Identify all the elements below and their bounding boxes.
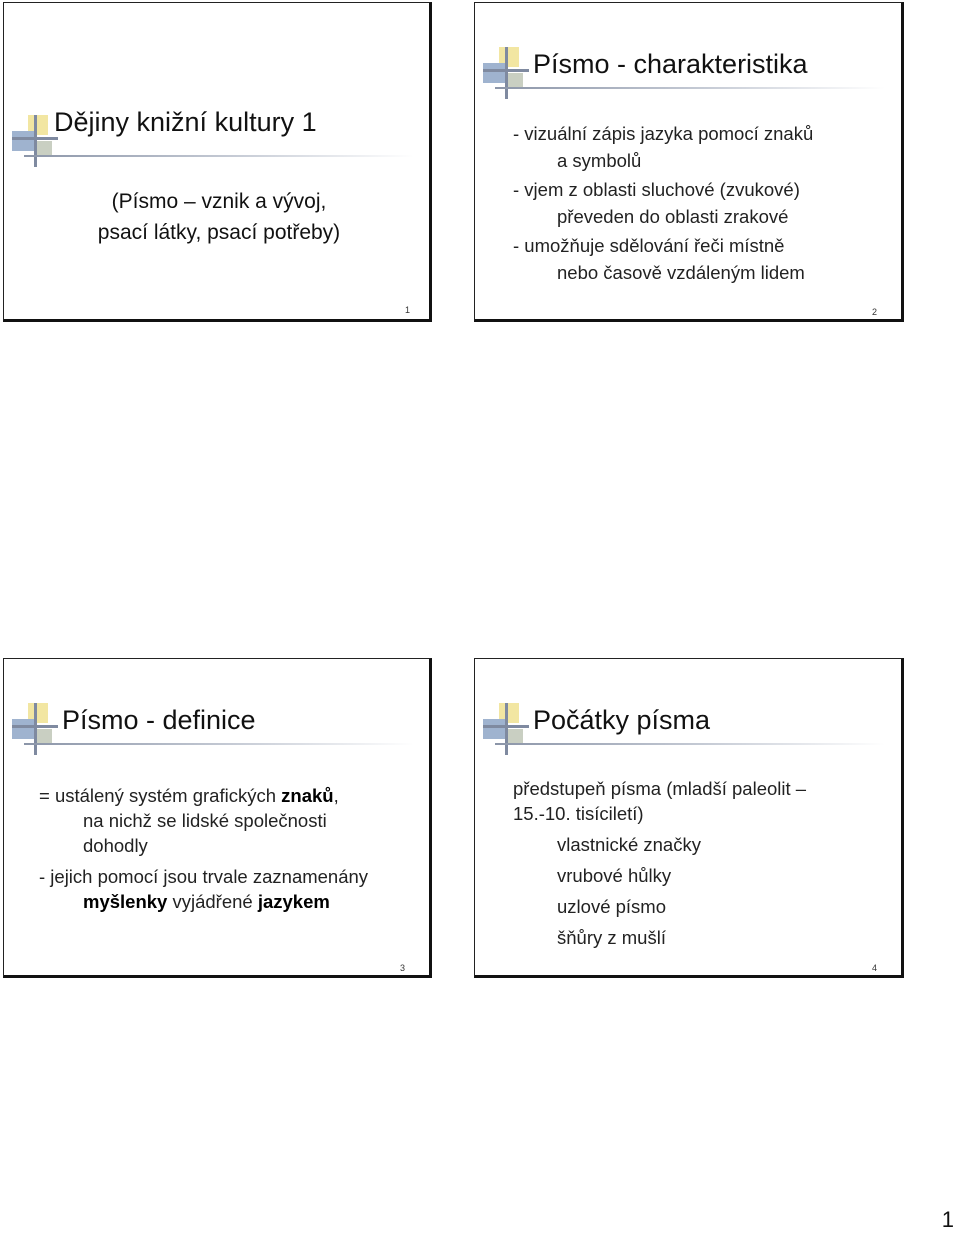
slide-title: Písmo - charakteristika: [533, 49, 808, 79]
slide-1: [3, 2, 432, 322]
cross-logo-icon: [12, 703, 58, 755]
text-line: 15.-10. tisíciletí): [513, 803, 644, 824]
slide-number: 3: [400, 963, 406, 973]
text-line: uzlové písmo: [557, 896, 666, 917]
subtitle-line: psací látky, psací potřeby): [97, 221, 341, 244]
slide-number: 1: [405, 305, 411, 315]
slide-3: [3, 658, 432, 978]
text-line: vrubové hůlky: [557, 865, 672, 886]
text-line: a symbolů: [557, 150, 642, 171]
text-line: dohodly: [83, 835, 148, 856]
text-line: - umožňuje sdělování řeči místně: [513, 235, 785, 256]
title-rule: [24, 155, 414, 157]
slide-subtitle: [24, 186, 414, 248]
text-line: převeden do oblasti zrakové: [557, 206, 789, 227]
cross-logo-icon: [12, 115, 58, 167]
text-line: myšlenky vyjádřené jazykem: [83, 891, 330, 912]
slide-title: Písmo - definice: [62, 705, 256, 735]
text-line: šňůry z mušlí: [557, 927, 666, 948]
text-line: - jejich pomocí jsou trvale zaznamenány: [39, 866, 369, 887]
text-line: - vizuální zápis jazyka pomocí znaků: [513, 123, 814, 144]
text-line: předstupeň písma (mladší paleolit –: [513, 778, 807, 799]
title-rule: [495, 743, 885, 745]
title-rule: [495, 87, 885, 89]
page-number: 1: [941, 1207, 954, 1232]
slide-title: Počátky písma: [533, 705, 711, 735]
subtitle-line: (Písmo – vznik a vývoj,: [111, 190, 327, 213]
text-line: vlastnické značky: [557, 834, 701, 855]
slide-4: [474, 658, 904, 978]
cross-logo-icon: [483, 47, 529, 99]
slide-2: [474, 2, 904, 322]
title-rule: [24, 743, 414, 745]
slide-title: Dějiny knižní kultury 1: [54, 107, 317, 137]
text-line: - vjem z oblasti sluchové (zvukové): [513, 179, 800, 200]
slide-number: 4: [872, 963, 878, 973]
text-line: nebo časově vzdáleným lidem: [557, 262, 805, 283]
cross-logo-icon: [483, 703, 529, 755]
text-line: na nichž se lidské společnosti: [83, 810, 327, 831]
slide-number: 2: [872, 307, 878, 317]
text-line: = ustálený systém grafických znaků,: [39, 785, 339, 806]
